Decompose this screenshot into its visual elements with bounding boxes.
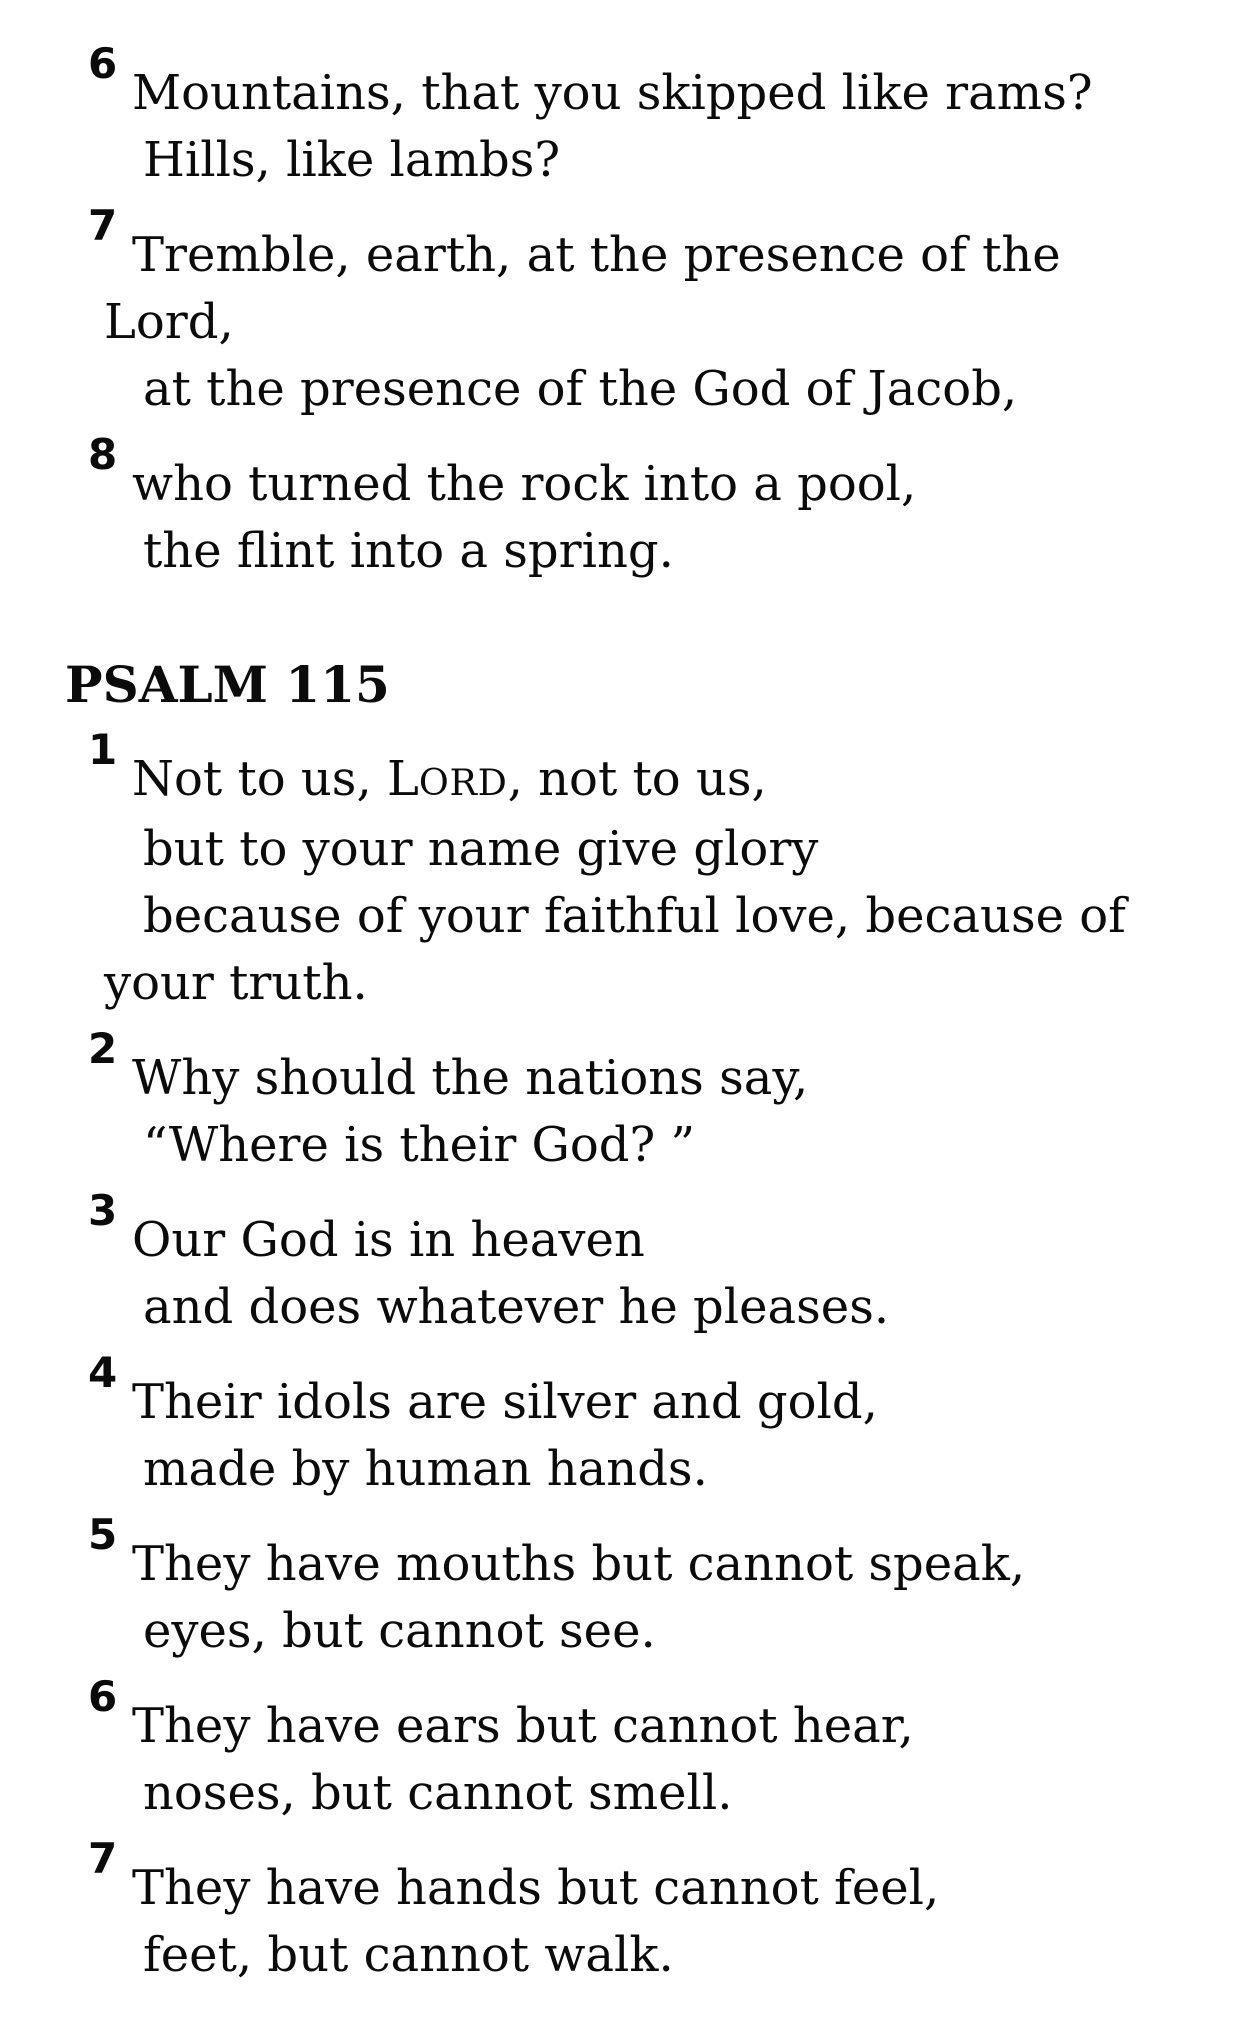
divine-name-small-caps: ORD xyxy=(418,761,508,804)
verse-line[interactable] xyxy=(0,39,1242,127)
verse-text: your truth. xyxy=(104,955,368,1011)
verse-text: They have hands but cannot feel, xyxy=(132,1860,940,1916)
verse-continuation-line[interactable] xyxy=(0,816,1242,883)
verse-number: 4 xyxy=(88,1348,118,1397)
verse-line[interactable] xyxy=(0,1834,1242,1922)
verse-number: 6 xyxy=(88,39,118,88)
verse-line[interactable] xyxy=(0,1672,1242,1760)
verse-line[interactable] xyxy=(0,1348,1242,1436)
psalm-heading: PSALM 115 xyxy=(65,655,390,714)
verse-wrap-line[interactable] xyxy=(0,289,1242,356)
verse-continuation-line[interactable] xyxy=(0,356,1242,423)
verse-text: Our God is in heaven xyxy=(132,1212,645,1268)
verse-text: who turned the rock into a pool, xyxy=(132,456,917,512)
verse-line[interactable] xyxy=(0,1024,1242,1112)
verse-number: 7 xyxy=(88,201,118,250)
verse-continuation-line[interactable] xyxy=(0,1112,1242,1179)
verse-number: 7 xyxy=(88,1834,118,1883)
verse-continuation-line[interactable] xyxy=(0,1760,1242,1827)
verse-text: at the presence of the God of Jacob, xyxy=(143,361,1018,417)
verse-number: 6 xyxy=(88,1672,118,1721)
verse-text: Lord, xyxy=(104,294,234,350)
verse-text: noses, but cannot smell. xyxy=(143,1765,733,1821)
verse-continuation-line[interactable] xyxy=(0,518,1242,585)
verse-number: 5 xyxy=(88,1510,118,1559)
verse-text-segment: Not to us, L xyxy=(132,751,419,807)
verse-line[interactable] xyxy=(0,725,1242,816)
verse-number: 8 xyxy=(88,430,118,479)
verse-text: Their idols are silver and gold, xyxy=(132,1374,878,1430)
verse-text: because of your faithful love, because of xyxy=(143,888,1126,944)
verse-number: 2 xyxy=(88,1024,118,1073)
verse-text xyxy=(132,751,767,807)
verse-text: but to your name give glory xyxy=(143,821,819,877)
verse-text: They have ears but cannot hear, xyxy=(132,1698,914,1754)
verse-continuation-line[interactable] xyxy=(0,883,1242,950)
verse-text-segment: , not to us, xyxy=(507,751,767,807)
verse-line[interactable] xyxy=(0,1186,1242,1274)
verse-text: eyes, but cannot see. xyxy=(143,1603,656,1659)
scripture-text-column[interactable] xyxy=(0,39,1242,1989)
verse-line[interactable] xyxy=(0,1510,1242,1598)
verse-text: “Where is their God? ” xyxy=(143,1117,696,1173)
verse-continuation-line[interactable] xyxy=(0,1274,1242,1341)
verse-continuation-line[interactable] xyxy=(0,1598,1242,1665)
verse-text: Hills, like lambs? xyxy=(143,132,561,188)
verse-wrap-line[interactable] xyxy=(0,950,1242,1017)
verse-line[interactable] xyxy=(0,430,1242,518)
verse-text: made by human hands. xyxy=(143,1441,708,1497)
verse-text: feet, but cannot walk. xyxy=(143,1927,674,1983)
verse-number: 1 xyxy=(88,725,118,774)
verse-text: Tremble, earth, at the presence of the xyxy=(132,227,1061,283)
verse-number: 3 xyxy=(88,1186,118,1235)
verse-text: Mountains, that you skipped like rams? xyxy=(132,65,1093,121)
verse-continuation-line[interactable] xyxy=(0,1922,1242,1989)
verse-text: the flint into a spring. xyxy=(143,523,674,579)
verse-text: Why should the nations say, xyxy=(132,1050,809,1106)
verse-text: They have mouths but cannot speak, xyxy=(132,1536,1026,1592)
verse-line[interactable] xyxy=(0,201,1242,289)
verse-continuation-line[interactable] xyxy=(0,127,1242,194)
verse-text: and does whatever he pleases. xyxy=(143,1279,890,1335)
verse-continuation-line[interactable] xyxy=(0,1436,1242,1503)
